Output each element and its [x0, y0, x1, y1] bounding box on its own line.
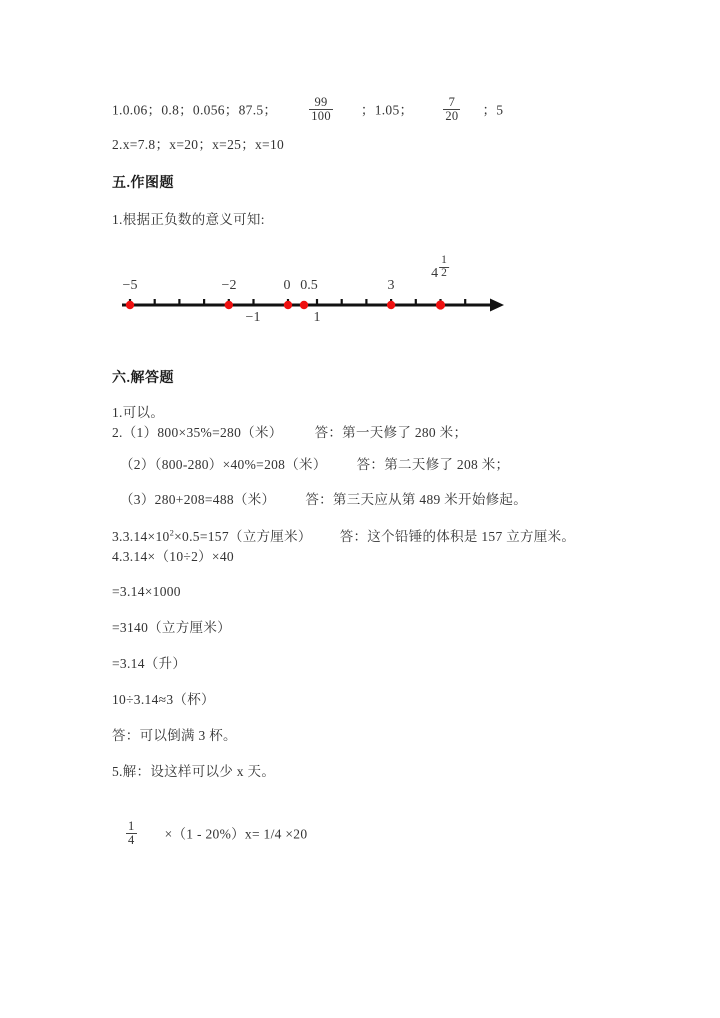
solution-item-3: [112, 528, 575, 546]
fraction-denominator: 100: [311, 109, 331, 123]
solution-item-4-answer: 答：可以倒满 3 杯。: [112, 728, 237, 743]
number-line-label-minus1: −1: [245, 310, 261, 325]
solution-item-3-expression-prefix: 3.3.14×10: [112, 529, 170, 544]
solution-item-4-line3: =3140（立方厘米）: [112, 620, 231, 635]
fraction-denominator: 20: [445, 109, 459, 123]
section-five-item-1: 1.根据正负数的意义可知:: [112, 212, 265, 227]
fraction-numerator: 1: [441, 254, 447, 266]
fraction-numerator: 99: [314, 95, 328, 109]
number-line-label-minus5: −5: [122, 278, 138, 293]
fraction-7-20: [443, 96, 460, 123]
solution-item-3-expression-suffix: ×0.5=157（立方厘米）: [174, 529, 312, 544]
point-zero: [284, 301, 292, 309]
solution-item-2a: [112, 424, 467, 442]
answer-line-1-suffix: ；5: [482, 102, 504, 118]
solution-item-3-superscript: 2: [169, 527, 175, 538]
point-three: [387, 301, 395, 309]
number-line-label-three: 3: [387, 278, 395, 293]
solution-item-5-equation: [112, 820, 307, 847]
fraction-numerator: 7: [448, 95, 456, 109]
point-zero-point-five: [300, 301, 308, 309]
solution-item-4-line5: 10÷3.14≈3（杯）: [112, 692, 215, 707]
section-heading-five: 五.作图题: [112, 176, 174, 191]
number-line-label-zero-point-five: 0.5: [300, 278, 318, 293]
answer-line-1: [112, 96, 503, 123]
point-four-and-half: [436, 300, 445, 309]
solution-item-2c: [120, 491, 527, 509]
solution-item-2b-expression: （2）（800-280）×40%=208（米）: [120, 457, 327, 472]
solution-item-4-line4: =3.14（升）: [112, 656, 187, 671]
solution-item-2c-expression: （3）280+208=488（米）: [120, 492, 276, 507]
number-line-label-zero: 0: [283, 278, 291, 293]
solution-item-2b-answer: 答：第二天修了 208 米；: [356, 457, 510, 472]
fraction-numerator: 1: [128, 819, 135, 833]
fraction-1-4: [126, 820, 137, 847]
solution-item-1: 1.可以。: [112, 405, 165, 420]
fraction-99-100: [309, 96, 333, 123]
mixed-number: [431, 255, 451, 282]
answer-line-1-prefix: 1.0.06；0.8；0.056；87.5；: [112, 102, 278, 118]
solution-item-2b: [120, 456, 509, 474]
number-line-label-one: 1: [313, 310, 321, 325]
solution-item-4: 4.3.14×（10÷2）×40: [112, 549, 234, 564]
mixed-fraction: [439, 255, 449, 280]
answer-line-1-middle: ；1.05；: [360, 102, 414, 118]
mixed-whole: 4: [431, 265, 439, 281]
solution-item-5: 5.解：设这样可以少 x 天。: [112, 764, 276, 779]
solution-item-2a-answer: 答：第一天修了 280 米；: [314, 425, 468, 440]
number-line-label-four-and-half: [431, 255, 451, 282]
fraction-denominator: 2: [441, 266, 447, 279]
point-minus5: [126, 301, 134, 309]
fraction-denominator: 4: [128, 833, 135, 847]
solution-item-3-answer: 答：这个铅锤的体积是 157 立方厘米。: [339, 529, 576, 544]
section-heading-six: 六.解答题: [112, 371, 174, 386]
number-line-label-minus2: −2: [221, 278, 237, 293]
solution-item-2c-answer: 答：第三天应从第 489 米开始修起。: [305, 492, 528, 507]
axis-arrow-icon: [490, 299, 504, 312]
solution-item-5-equation-expression: ×（1 - 20%）x= 1/4 ×20: [164, 826, 308, 842]
answer-line-2: 2.x=7.8；x=20；x=25；x=10: [112, 137, 285, 152]
solution-item-2a-expression: 2.（1）800×35%=280（米）: [112, 425, 283, 440]
solution-item-4-line2: =3.14×1000: [112, 584, 181, 599]
point-minus2: [225, 301, 233, 309]
number-line-figure: [108, 252, 518, 330]
